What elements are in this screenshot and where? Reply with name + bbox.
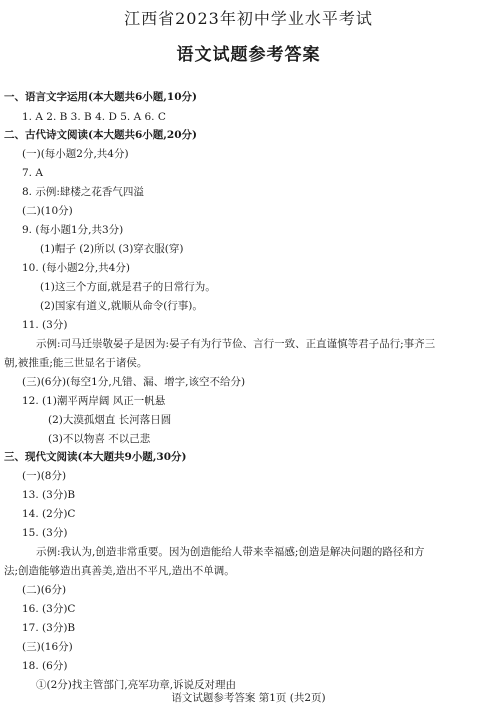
- section-heading: 二、古代诗文阅读(本大题共6小题,20分): [4, 129, 198, 141]
- answer-line: 12. (1)潮平两岸阔 风正一帆悬: [22, 395, 166, 407]
- answer-line: (3)不以物喜 不以己悲: [48, 433, 151, 445]
- answer-line: (三)(6分)(每空1分,凡错、漏、增字,该空不给分): [22, 376, 246, 388]
- answer-line: 9. (每小题1分,共3分): [22, 224, 124, 236]
- answer-line: 1. A 2. B 3. B 4. D 5. A 6. C: [22, 111, 166, 123]
- section-heading: 一、语言文字运用(本大题共6小题,10分): [4, 91, 198, 103]
- answer-line: 10. (每小题2分,共4分): [22, 262, 130, 274]
- answer-line: 14. (2分)C: [22, 508, 76, 520]
- exam-title: 江西省2023年初中学业水平考试: [124, 9, 373, 28]
- section-heading: 三、现代文阅读(本大题共9小题,30分): [4, 451, 187, 463]
- document-title: 语文试题参考答案: [176, 45, 321, 65]
- page-footer: 语文试题参考答案 第1页 (共2页): [171, 692, 326, 704]
- answer-line: 法;创造能够造出真善美,造出不平凡,造出不单调。: [4, 565, 235, 577]
- answer-line: (二)(10分): [22, 205, 73, 217]
- answer-line: 11. (3分): [22, 319, 68, 331]
- answer-line: 示例:司马迁崇敬晏子是因为:晏子有为行节俭、言行一致、正直谨慎等君子品行;事齐三: [36, 338, 436, 350]
- answer-line: 朝,被推重;能三世显名于诸侯。: [4, 357, 148, 369]
- answer-line: (2)国家有道义,就顺从命令(行事)。: [40, 300, 203, 312]
- answer-line: (二)(6分): [22, 584, 67, 596]
- answer-line: (一)(每小题2分,共4分): [22, 148, 129, 160]
- answer-line: 17. (3分)B: [22, 622, 76, 634]
- answer-line: 8. 示例:肆楼之花香气四溢: [22, 186, 144, 198]
- answer-line: (三)(16分): [22, 641, 73, 653]
- answer-line: 16. (3分)C: [22, 603, 76, 615]
- answer-line: 7. A: [22, 167, 43, 179]
- answer-line: (1)帽子 (2)所以 (3)穿衣服(穿): [40, 243, 184, 255]
- answer-line: 15. (3分): [22, 527, 68, 539]
- answer-line: 18. (6分): [22, 660, 68, 672]
- answer-line: 示例:我认为,创造非常重要。因为创造能给人带来幸福感;创造是解决问题的路径和方: [36, 546, 425, 558]
- answer-line: ①(2分)找主管部门,亮军功章,诉说反对理由: [36, 679, 237, 691]
- answer-line: 13. (3分)B: [22, 489, 76, 501]
- answer-line: (2)大漠孤烟直 长河落日圆: [48, 414, 172, 426]
- answer-line: (1)这三个方面,就是君子的日常行为。: [40, 281, 216, 293]
- answer-line: (一)(8分): [22, 470, 67, 482]
